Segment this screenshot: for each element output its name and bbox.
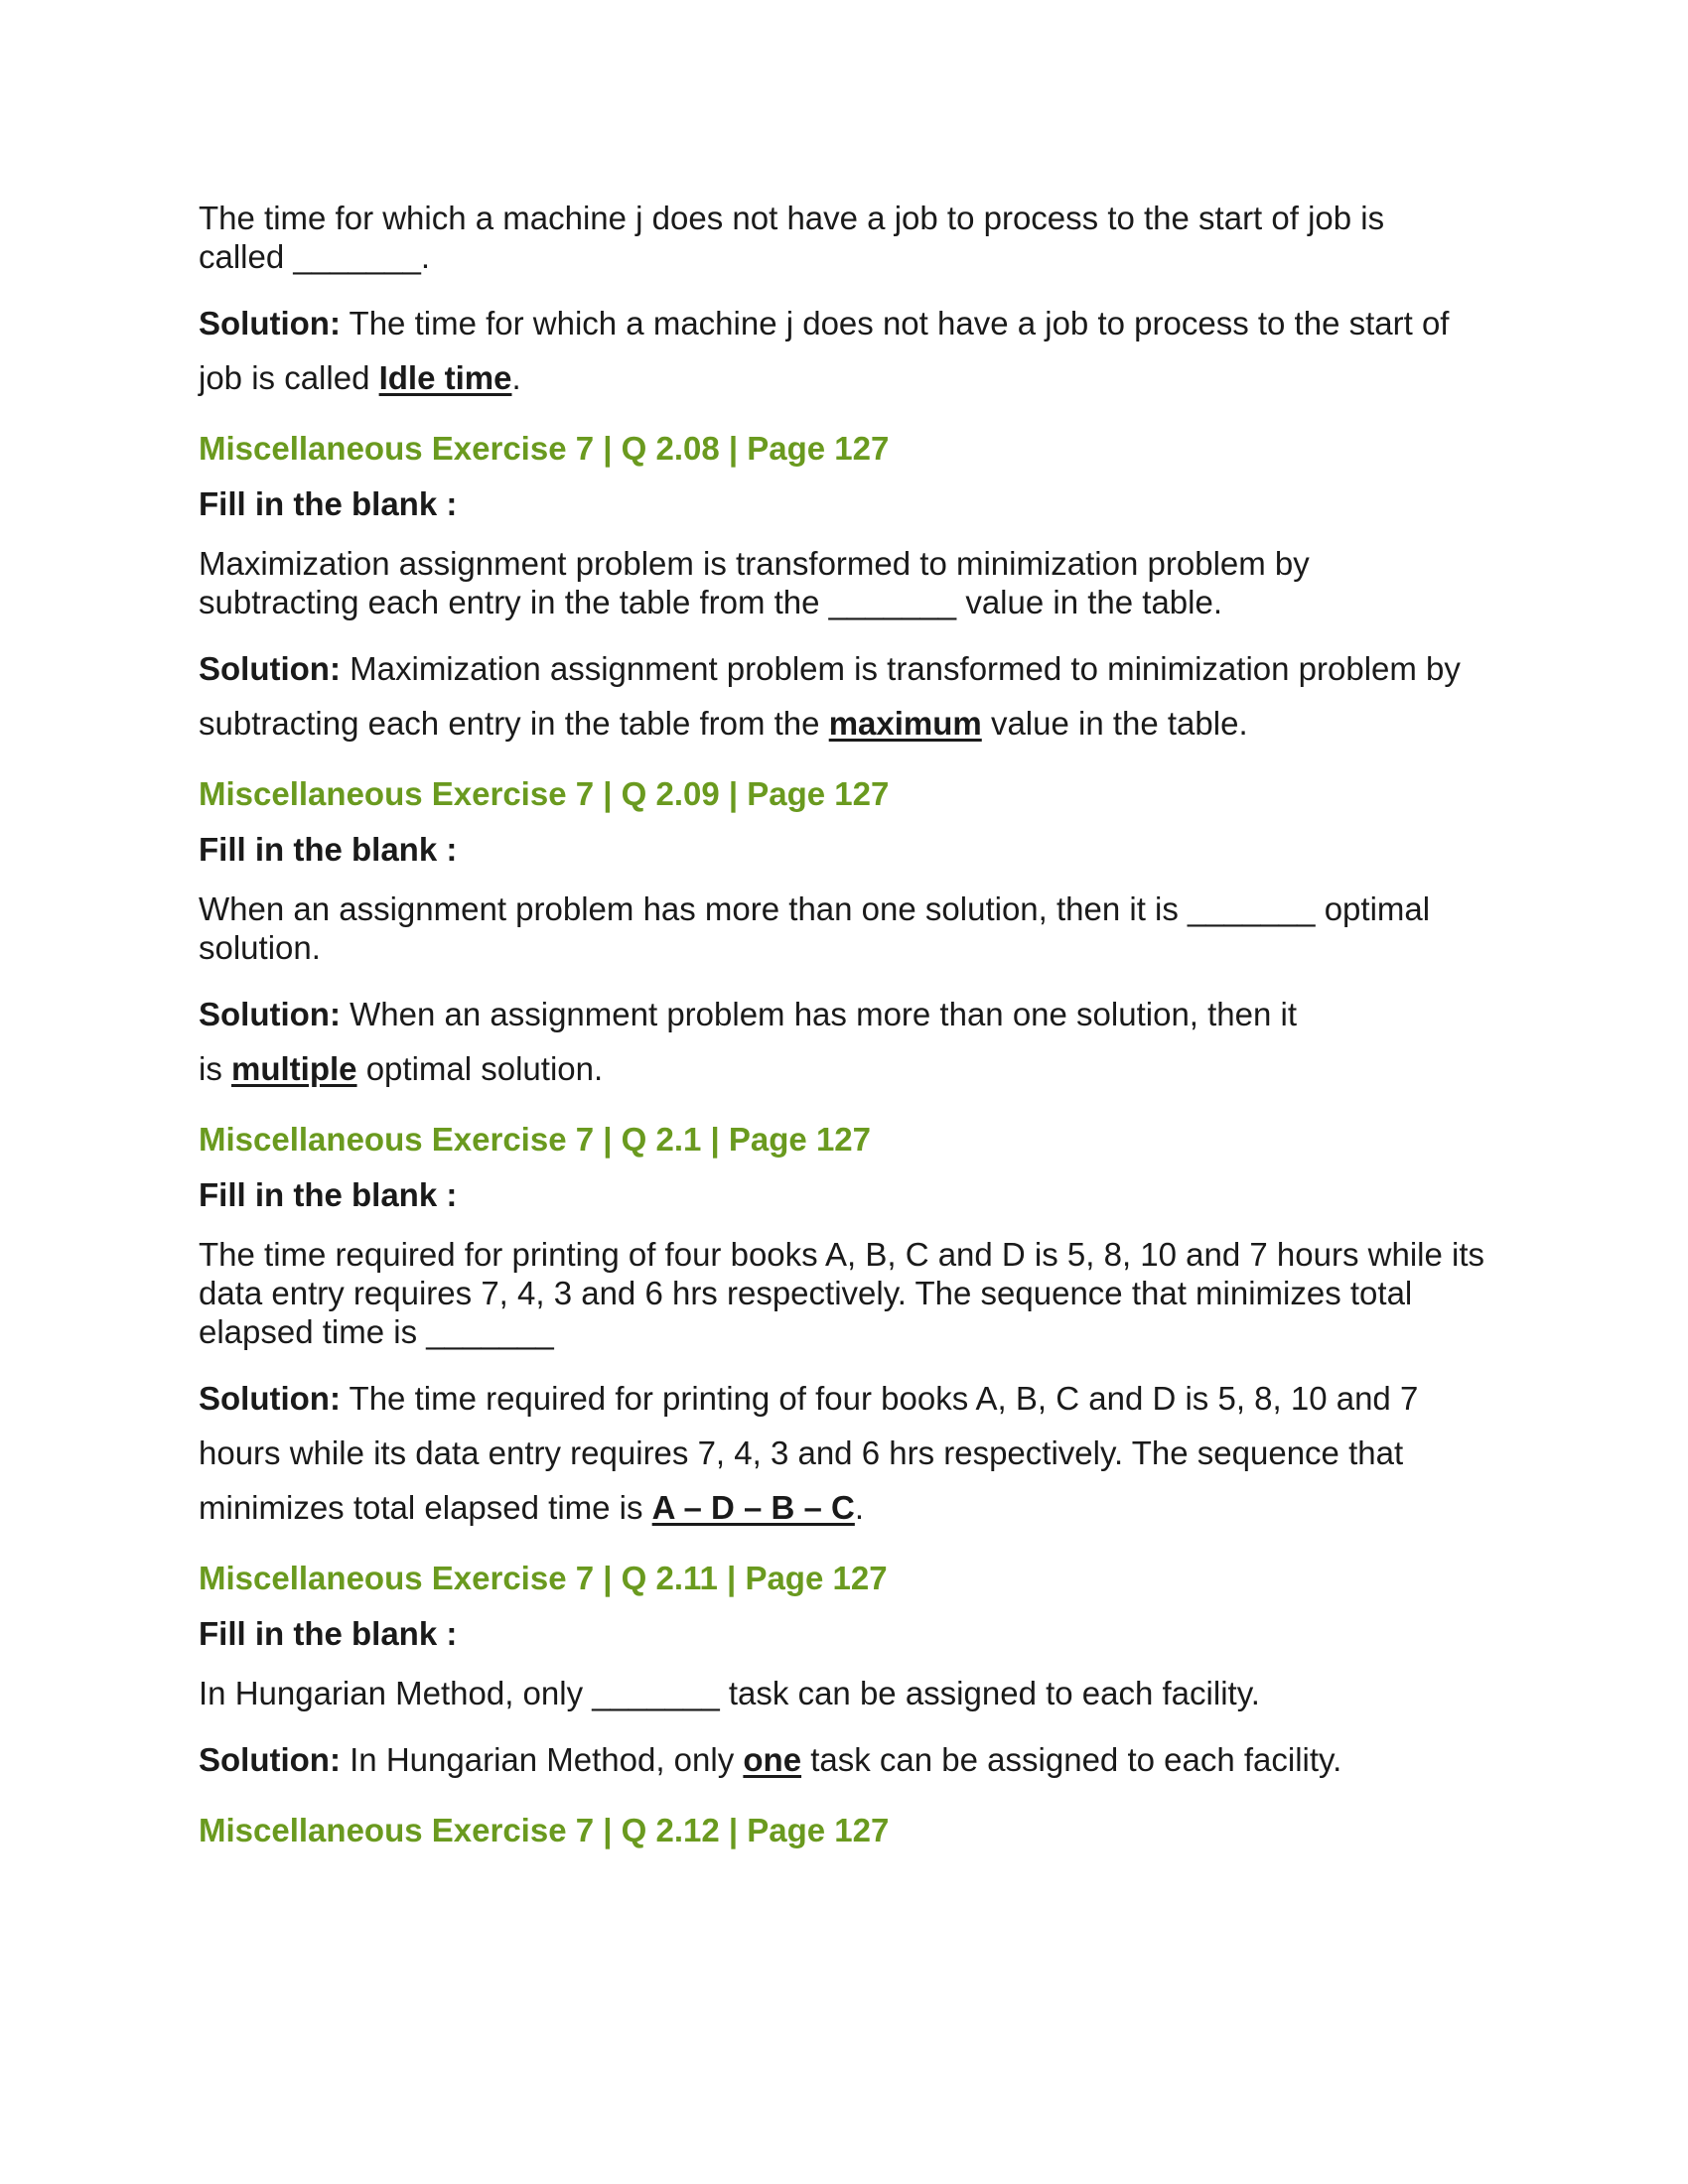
solution-tail: . <box>854 1489 865 1526</box>
exercise-heading: Miscellaneous Exercise 7 | Q 2.08 | Page 127 <box>199 430 890 467</box>
solution-body: When an assignment problem has more than one solution, then it is <box>199 996 1298 1087</box>
solution-body: The time for which a machine j does not have a job to process to the start of job is called <box>199 305 1450 396</box>
solution-tail: . <box>511 359 521 396</box>
question-text: Maximization assignment problem is transformed to minimization problem by subtracting each entry in the table from the _______ value in the table. <box>199 545 1310 620</box>
fill-in-the-blank-label: Fill in the blank : <box>199 831 458 868</box>
solution-text <box>199 296 1489 405</box>
exercise-heading: Miscellaneous Exercise 7 | Q 2.09 | Page 127 <box>199 775 890 812</box>
solution-text <box>199 1732 1489 1787</box>
exercise-heading: Miscellaneous Exercise 7 | Q 2.1 | Page 127 <box>199 1121 872 1158</box>
solution-answer: one <box>743 1741 802 1778</box>
fill-in-the-blank-label: Fill in the blank : <box>199 485 458 522</box>
question-text: The time required for printing of four books A, B, C and D is 5, 8, 10 and 7 hours while its data entry requires 7, 4, 3 and 6 hrs respectively. The sequence that minimizes total elapsed time is _______ <box>199 1236 1485 1350</box>
solution-label: Solution: <box>199 305 341 341</box>
fill-in-the-blank-label: Fill in the blank : <box>199 1615 458 1652</box>
solution-text <box>199 1371 1430 1535</box>
document-page <box>199 199 1489 1850</box>
solution-tail: optimal solution. <box>365 1050 604 1087</box>
question-text: When an assignment problem has more than one solution, then it is _______ optimal solution. <box>199 890 1431 966</box>
question-text: In Hungarian Method, only _______ task can be assigned to each facility. <box>199 1675 1260 1711</box>
solution-text <box>199 641 1489 751</box>
solution-tail: task can be assigned to each facility. <box>810 1741 1342 1778</box>
question-text: The time for which a machine j does not have a job to process to the start of job is called _______. <box>199 200 1385 275</box>
solution-label: Solution: <box>199 650 341 687</box>
solution-body: In Hungarian Method, only <box>350 1741 735 1778</box>
solution-answer: multiple <box>231 1050 357 1087</box>
fill-in-the-blank-label: Fill in the blank : <box>199 1176 458 1213</box>
solution-answer: Idle time <box>378 359 512 396</box>
solution-label: Solution: <box>199 996 341 1032</box>
solution-text <box>199 987 1321 1096</box>
exercise-heading: Miscellaneous Exercise 7 | Q 2.11 | Page 127 <box>199 1560 888 1596</box>
solution-body: Maximization assignment problem is transformed to minimization problem by subtracting each entry in the table from the <box>199 650 1461 742</box>
solution-tail: value in the table. <box>990 705 1248 742</box>
solution-answer: A – D – B – C <box>651 1489 855 1526</box>
exercise-heading: Miscellaneous Exercise 7 | Q 2.12 | Page 127 <box>199 1812 890 1848</box>
solution-label: Solution: <box>199 1380 341 1417</box>
solution-body: The time required for printing of four books A, B, C and D is 5, 8, 10 and 7 hours while its data entry requires 7, 4, 3 and 6 hrs respectively. The sequence that minimizes total elapsed time is <box>199 1380 1419 1526</box>
solution-label: Solution: <box>199 1741 341 1778</box>
solution-answer: maximum <box>828 705 982 742</box>
